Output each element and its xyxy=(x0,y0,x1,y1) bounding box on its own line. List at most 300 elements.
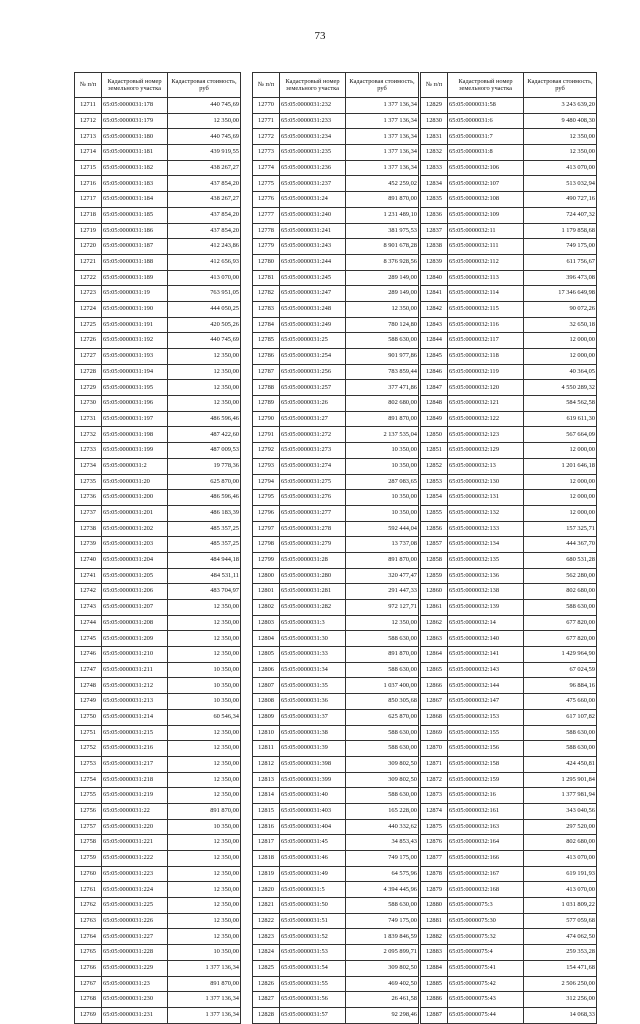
row-number-cell: 12772 xyxy=(253,129,280,145)
row-number-cell: 12748 xyxy=(75,678,102,694)
cadastral-number-cell: 65:05:0000032:159 xyxy=(448,772,524,788)
cadastral-number-cell: 65:05:0000031:33 xyxy=(280,647,346,663)
row-number-cell: 12868 xyxy=(421,709,448,725)
row-number-cell: 12712 xyxy=(75,113,102,129)
row-number-cell: 12713 xyxy=(75,129,102,145)
cadastral-value-cell: 12 350,00 xyxy=(168,380,241,396)
table-row xyxy=(421,772,597,788)
cadastral-value-cell: 12 000,00 xyxy=(524,349,597,365)
table-row xyxy=(75,913,241,929)
row-number-cell: 12842 xyxy=(421,301,448,317)
table-row xyxy=(421,992,597,1008)
row-number-cell: 12882 xyxy=(421,929,448,945)
table-row xyxy=(253,537,419,553)
table-row xyxy=(253,505,419,521)
cadastral-number-cell: 65:05:0000031:211 xyxy=(102,662,168,678)
cadastral-number-cell: 65:05:0000031:7 xyxy=(448,129,524,145)
row-number-cell: 12824 xyxy=(253,945,280,961)
cadastral-value-cell: 567 664,09 xyxy=(524,427,597,443)
cadastral-value-cell: 1 295 901,84 xyxy=(524,772,597,788)
table-row xyxy=(421,521,597,537)
table-row xyxy=(75,662,241,678)
row-number-cell: 12798 xyxy=(253,537,280,553)
table-row xyxy=(253,160,419,176)
cadastral-number-cell: 65:05:0000031:184 xyxy=(102,192,168,208)
cadastral-number-cell: 65:05:0000031:207 xyxy=(102,600,168,616)
row-number-cell: 12722 xyxy=(75,270,102,286)
cadastral-number-cell: 65:05:0000031:190 xyxy=(102,301,168,317)
row-number-cell: 12832 xyxy=(421,145,448,161)
table-row xyxy=(421,694,597,710)
cadastral-value-cell: 584 562,58 xyxy=(524,396,597,412)
cadastral-value-cell: 12 350,00 xyxy=(168,113,241,129)
cadastral-number-cell: 65:05:0000031:200 xyxy=(102,490,168,506)
row-number-cell: 12809 xyxy=(253,709,280,725)
table-row xyxy=(421,788,597,804)
cadastral-number-cell: 65:05:0000031:58 xyxy=(448,98,524,114)
cadastral-value-cell: 2 137 535,04 xyxy=(346,427,419,443)
row-number-cell: 12833 xyxy=(421,160,448,176)
cadastral-number-cell: 65:05:0000031:235 xyxy=(280,145,346,161)
table-row xyxy=(75,568,241,584)
row-number-cell: 12728 xyxy=(75,364,102,380)
cadastral-value-cell: 12 350,00 xyxy=(168,772,241,788)
cadastral-value-cell: 802 680,00 xyxy=(346,396,419,412)
header-cadastral-value: Кадастровая стоимость, руб xyxy=(168,73,241,98)
row-number-cell: 12746 xyxy=(75,647,102,663)
cadastral-number-cell: 65:05:0000031:40 xyxy=(280,788,346,804)
cadastral-number-cell: 65:05:0000031:224 xyxy=(102,882,168,898)
table-row xyxy=(421,474,597,490)
row-number-cell: 12759 xyxy=(75,851,102,867)
table-row xyxy=(253,145,419,161)
table-row xyxy=(75,98,241,114)
cadastral-value-cell: 588 630,00 xyxy=(524,741,597,757)
row-number-cell: 12717 xyxy=(75,192,102,208)
table-row xyxy=(75,803,241,819)
cadastral-number-cell: 65:05:0000032:16 xyxy=(448,788,524,804)
cadastral-value-cell: 1 377 136,34 xyxy=(346,145,419,161)
table-row xyxy=(75,396,241,412)
table-row xyxy=(421,145,597,161)
cadastral-number-cell: 65:05:0000031:245 xyxy=(280,270,346,286)
cadastral-value-cell: 312 256,00 xyxy=(524,992,597,1008)
cadastral-value-cell: 320 477,47 xyxy=(346,568,419,584)
cadastral-number-cell: 65:05:0000032:158 xyxy=(448,756,524,772)
cadastral-value-cell: 891 870,00 xyxy=(168,803,241,819)
row-number-cell: 12884 xyxy=(421,960,448,976)
row-number-cell: 12887 xyxy=(421,1007,448,1023)
table-row xyxy=(253,882,419,898)
cadastral-number-cell: 65:05:0000031:186 xyxy=(102,223,168,239)
cadastral-number-cell: 65:05:0000031:240 xyxy=(280,207,346,223)
row-number-cell: 12760 xyxy=(75,866,102,882)
row-number-cell: 12720 xyxy=(75,239,102,255)
cadastral-value-cell: 12 350,00 xyxy=(346,301,419,317)
table-row xyxy=(421,396,597,412)
table-row xyxy=(421,537,597,553)
row-number-cell: 12862 xyxy=(421,615,448,631)
cadastral-number-cell: 65:05:0000031:398 xyxy=(280,756,346,772)
cadastral-number-cell: 65:05:0000031:214 xyxy=(102,709,168,725)
cadastral-number-cell: 65:05:0000031:19 xyxy=(102,286,168,302)
table-row xyxy=(421,349,597,365)
table-row xyxy=(75,505,241,521)
row-number-cell: 12850 xyxy=(421,427,448,443)
table-row xyxy=(75,349,241,365)
cadastral-value-cell: 438 267,27 xyxy=(168,192,241,208)
cadastral-number-cell: 65:05:0000032:143 xyxy=(448,662,524,678)
table-row xyxy=(421,270,597,286)
cadastral-number-cell: 65:05:0000031:188 xyxy=(102,254,168,270)
table-row xyxy=(75,490,241,506)
row-number-cell: 12721 xyxy=(75,254,102,270)
row-number-cell: 12830 xyxy=(421,113,448,129)
cadastral-number-cell: 65:05:0000075:4 xyxy=(448,945,524,961)
table-row xyxy=(421,458,597,474)
cadastral-number-cell: 65:05:0000031:2 xyxy=(102,458,168,474)
cadastral-value-cell: 8 901 678,28 xyxy=(346,239,419,255)
cadastral-number-cell: 65:05:0000031:52 xyxy=(280,929,346,945)
cadastral-number-cell: 65:05:0000031:248 xyxy=(280,301,346,317)
table-row xyxy=(75,286,241,302)
cadastral-number-cell: 65:05:0000031:197 xyxy=(102,411,168,427)
row-number-cell: 12810 xyxy=(253,725,280,741)
row-number-cell: 12872 xyxy=(421,772,448,788)
row-number-cell: 12859 xyxy=(421,568,448,584)
cadastral-value-cell: 12 000,00 xyxy=(524,333,597,349)
cadastral-number-cell: 65:05:0000032:107 xyxy=(448,176,524,192)
cadastral-value-cell: 440 745,69 xyxy=(168,98,241,114)
row-number-cell: 12801 xyxy=(253,584,280,600)
table-row xyxy=(75,521,241,537)
table-row xyxy=(253,380,419,396)
row-number-cell: 12718 xyxy=(75,207,102,223)
cadastral-value-cell: 14 068,33 xyxy=(524,1007,597,1023)
row-number-cell: 12839 xyxy=(421,254,448,270)
table-row xyxy=(75,537,241,553)
cadastral-number-cell: 65:05:0000031:206 xyxy=(102,584,168,600)
cadastral-number-cell: 65:05:0000031:230 xyxy=(102,992,168,1008)
row-number-cell: 12881 xyxy=(421,913,448,929)
cadastral-number-cell: 65:05:0000031:198 xyxy=(102,427,168,443)
table-row xyxy=(253,866,419,882)
cadastral-value-cell: 891 870,00 xyxy=(346,411,419,427)
table-row xyxy=(75,866,241,882)
cadastral-value-cell: 12 350,00 xyxy=(168,756,241,772)
table-row xyxy=(253,631,419,647)
table-row xyxy=(75,411,241,427)
cadastral-number-cell: 65:05:0000032:167 xyxy=(448,866,524,882)
cadastral-value-cell: 12 000,00 xyxy=(524,490,597,506)
table-row xyxy=(253,490,419,506)
cadastral-value-cell: 469 402,50 xyxy=(346,976,419,992)
cadastral-number-cell: 65:05:0000032:112 xyxy=(448,254,524,270)
cadastral-value-cell: 440 745,69 xyxy=(168,333,241,349)
table-row xyxy=(75,615,241,631)
cadastral-number-cell: 65:05:0000031:281 xyxy=(280,584,346,600)
row-number-cell: 12729 xyxy=(75,380,102,396)
cadastral-value-cell: 12 350,00 xyxy=(168,647,241,663)
row-number-cell: 12829 xyxy=(421,98,448,114)
table-row xyxy=(75,678,241,694)
cadastral-number-cell: 65:05:0000031:50 xyxy=(280,898,346,914)
row-number-cell: 12795 xyxy=(253,490,280,506)
row-number-cell: 12792 xyxy=(253,443,280,459)
cadastral-number-cell: 65:05:0000031:35 xyxy=(280,678,346,694)
cadastral-table-1 xyxy=(74,72,241,1024)
cadastral-number-cell: 65:05:0000031:213 xyxy=(102,694,168,710)
table-row xyxy=(253,349,419,365)
row-number-cell: 12886 xyxy=(421,992,448,1008)
row-number-cell: 12840 xyxy=(421,270,448,286)
row-number-cell: 12714 xyxy=(75,145,102,161)
table-row xyxy=(75,427,241,443)
table-row xyxy=(253,113,419,129)
cadastral-number-cell: 65:05:0000031:212 xyxy=(102,678,168,694)
cadastral-value-cell: 439 919,55 xyxy=(168,145,241,161)
row-number-cell: 12825 xyxy=(253,960,280,976)
table-row xyxy=(253,898,419,914)
row-number-cell: 12752 xyxy=(75,741,102,757)
table-row xyxy=(421,615,597,631)
table-row xyxy=(421,113,597,129)
cadastral-number-cell: 65:05:0000032:156 xyxy=(448,741,524,757)
row-number-cell: 12750 xyxy=(75,709,102,725)
table-row xyxy=(253,176,419,192)
cadastral-value-cell: 34 853,43 xyxy=(346,835,419,851)
cadastral-number-cell: 65:05:0000032:166 xyxy=(448,851,524,867)
row-number-cell: 12878 xyxy=(421,866,448,882)
cadastral-value-cell: 396 473,08 xyxy=(524,270,597,286)
cadastral-number-cell: 65:05:0000032:168 xyxy=(448,882,524,898)
table-row xyxy=(75,145,241,161)
row-number-cell: 12852 xyxy=(421,458,448,474)
row-number-cell: 12775 xyxy=(253,176,280,192)
cadastral-value-cell: 10 350,00 xyxy=(168,694,241,710)
cadastral-number-cell: 65:05:0000031:194 xyxy=(102,364,168,380)
cadastral-table-2 xyxy=(252,72,419,1024)
table-row xyxy=(421,176,597,192)
cadastral-number-cell: 65:05:0000031:38 xyxy=(280,725,346,741)
cadastral-number-cell: 65:05:0000032:122 xyxy=(448,411,524,427)
cadastral-value-cell: 1 231 489,10 xyxy=(346,207,419,223)
row-number-cell: 12742 xyxy=(75,584,102,600)
table-row xyxy=(253,239,419,255)
table-row xyxy=(75,584,241,600)
cadastral-value-cell: 474 062,50 xyxy=(524,929,597,945)
cadastral-value-cell: 413 070,00 xyxy=(168,270,241,286)
table-row xyxy=(75,317,241,333)
row-number-cell: 12820 xyxy=(253,882,280,898)
row-number-cell: 12782 xyxy=(253,286,280,302)
cadastral-value-cell: 749 175,00 xyxy=(346,913,419,929)
cadastral-number-cell: 65:05:0000031:178 xyxy=(102,98,168,114)
cadastral-value-cell: 10 350,00 xyxy=(168,662,241,678)
cadastral-value-cell: 749 175,00 xyxy=(524,239,597,255)
table-row xyxy=(253,552,419,568)
cadastral-value-cell: 486 596,46 xyxy=(168,411,241,427)
table-row xyxy=(421,333,597,349)
cadastral-number-cell: 65:05:0000032:129 xyxy=(448,443,524,459)
cadastral-number-cell: 65:05:0000032:141 xyxy=(448,647,524,663)
cadastral-value-cell: 297 520,00 xyxy=(524,819,597,835)
cadastral-value-cell: 485 357,25 xyxy=(168,537,241,553)
cadastral-number-cell: 65:05:0000031:28 xyxy=(280,552,346,568)
cadastral-number-cell: 65:05:0000032:111 xyxy=(448,239,524,255)
cadastral-number-cell: 65:05:0000031:399 xyxy=(280,772,346,788)
cadastral-number-cell: 65:05:0000031:231 xyxy=(102,1007,168,1023)
cadastral-value-cell: 1 839 846,59 xyxy=(346,929,419,945)
cadastral-value-cell: 1 377 136,34 xyxy=(346,113,419,129)
cadastral-value-cell: 1 377 136,34 xyxy=(168,1007,241,1023)
cadastral-value-cell: 12 350,00 xyxy=(168,913,241,929)
cadastral-number-cell: 65:05:0000031:209 xyxy=(102,631,168,647)
cadastral-value-cell: 1 037 400,00 xyxy=(346,678,419,694)
cadastral-number-cell: 65:05:0000032:133 xyxy=(448,521,524,537)
cadastral-number-cell: 65:05:0000032:116 xyxy=(448,317,524,333)
table-row xyxy=(421,631,597,647)
row-number-cell: 12774 xyxy=(253,160,280,176)
row-number-cell: 12768 xyxy=(75,992,102,1008)
cadastral-value-cell: 625 870,00 xyxy=(346,709,419,725)
row-number-cell: 12749 xyxy=(75,694,102,710)
row-number-cell: 12764 xyxy=(75,929,102,945)
cadastral-value-cell: 588 630,00 xyxy=(346,788,419,804)
table-row xyxy=(421,647,597,663)
row-number-cell: 12855 xyxy=(421,505,448,521)
table-row xyxy=(75,631,241,647)
row-number-cell: 12769 xyxy=(75,1007,102,1023)
cadastral-number-cell: 65:05:0000031:232 xyxy=(280,98,346,114)
cadastral-number-cell: 65:05:0000031:193 xyxy=(102,349,168,365)
table-row xyxy=(253,772,419,788)
row-number-cell: 12778 xyxy=(253,223,280,239)
cadastral-number-cell: 65:05:0000031:185 xyxy=(102,207,168,223)
table-row xyxy=(253,851,419,867)
cadastral-value-cell: 10 350,00 xyxy=(168,945,241,961)
row-number-cell: 12865 xyxy=(421,662,448,678)
table-row xyxy=(421,584,597,600)
row-number-cell: 12849 xyxy=(421,411,448,427)
cadastral-value-cell: 592 444,04 xyxy=(346,521,419,537)
cadastral-number-cell: 65:05:0000031:257 xyxy=(280,380,346,396)
cadastral-number-cell: 65:05:0000032:11 xyxy=(448,223,524,239)
cadastral-number-cell: 65:05:0000032:155 xyxy=(448,725,524,741)
cadastral-value-cell: 562 280,00 xyxy=(524,568,597,584)
cadastral-number-cell: 65:05:0000032:120 xyxy=(448,380,524,396)
row-number-cell: 12870 xyxy=(421,741,448,757)
cadastral-value-cell: 850 305,68 xyxy=(346,694,419,710)
row-number-cell: 12837 xyxy=(421,223,448,239)
table-row xyxy=(253,411,419,427)
cadastral-value-cell: 437 854,20 xyxy=(168,207,241,223)
cadastral-number-cell: 65:05:0000031:243 xyxy=(280,239,346,255)
table-row xyxy=(421,851,597,867)
cadastral-number-cell: 65:05:0000031:254 xyxy=(280,349,346,365)
table-row xyxy=(253,443,419,459)
row-number-cell: 12770 xyxy=(253,98,280,114)
cadastral-value-cell: 3 243 639,20 xyxy=(524,98,597,114)
row-number-cell: 12860 xyxy=(421,584,448,600)
cadastral-value-cell: 4 550 289,32 xyxy=(524,380,597,396)
cadastral-value-cell: 12 000,00 xyxy=(524,474,597,490)
cadastral-number-cell: 65:05:0000031:189 xyxy=(102,270,168,286)
cadastral-value-cell: 10 350,00 xyxy=(168,678,241,694)
cadastral-value-cell: 12 350,00 xyxy=(168,725,241,741)
cadastral-value-cell: 289 149,00 xyxy=(346,270,419,286)
cadastral-number-cell: 65:05:0000031:221 xyxy=(102,835,168,851)
row-number-cell: 12800 xyxy=(253,568,280,584)
cadastral-value-cell: 2 506 250,00 xyxy=(524,976,597,992)
cadastral-value-cell: 12 350,00 xyxy=(168,898,241,914)
row-number-cell: 12739 xyxy=(75,537,102,553)
table-row xyxy=(75,443,241,459)
row-number-cell: 12786 xyxy=(253,349,280,365)
table-row xyxy=(253,333,419,349)
cadastral-value-cell: 437 854,20 xyxy=(168,223,241,239)
row-number-cell: 12715 xyxy=(75,160,102,176)
cadastral-number-cell: 65:05:0000032:140 xyxy=(448,631,524,647)
row-number-cell: 12716 xyxy=(75,176,102,192)
row-number-cell: 12885 xyxy=(421,976,448,992)
row-number-cell: 12780 xyxy=(253,254,280,270)
cadastral-number-cell: 65:05:0000031:196 xyxy=(102,396,168,412)
cadastral-value-cell: 413 070,00 xyxy=(524,160,597,176)
cadastral-number-cell: 65:05:0000031:8 xyxy=(448,145,524,161)
row-number-cell: 12734 xyxy=(75,458,102,474)
cadastral-number-cell: 65:05:0000075:43 xyxy=(448,992,524,1008)
cadastral-number-cell: 65:05:0000031:275 xyxy=(280,474,346,490)
table-row xyxy=(421,741,597,757)
table-row xyxy=(253,270,419,286)
table-row xyxy=(421,380,597,396)
cadastral-value-cell: 32 650,18 xyxy=(524,317,597,333)
cadastral-value-cell: 1 377 136,34 xyxy=(346,160,419,176)
cadastral-number-cell: 65:05:0000075:30 xyxy=(448,913,524,929)
cadastral-value-cell: 486 596,46 xyxy=(168,490,241,506)
cadastral-number-cell: 65:05:0000031:216 xyxy=(102,741,168,757)
row-number-cell: 12761 xyxy=(75,882,102,898)
cadastral-value-cell: 802 680,00 xyxy=(524,584,597,600)
table-row xyxy=(75,600,241,616)
cadastral-number-cell: 65:05:0000031:54 xyxy=(280,960,346,976)
cadastral-number-cell: 65:05:0000031:51 xyxy=(280,913,346,929)
row-number-cell: 12730 xyxy=(75,396,102,412)
cadastral-value-cell: 891 870,00 xyxy=(346,647,419,663)
row-number-cell: 12828 xyxy=(253,1007,280,1023)
table-row xyxy=(253,364,419,380)
row-number-cell: 12866 xyxy=(421,678,448,694)
cadastral-number-cell: 65:05:0000031:37 xyxy=(280,709,346,725)
table-row xyxy=(253,647,419,663)
cadastral-number-cell: 65:05:0000031:55 xyxy=(280,976,346,992)
header-cadastral-number: Кадастровый номер земельного участка xyxy=(448,73,524,98)
row-number-cell: 12823 xyxy=(253,929,280,945)
cadastral-number-cell: 65:05:0000031:217 xyxy=(102,756,168,772)
cadastral-value-cell: 802 680,00 xyxy=(524,835,597,851)
header-number: № п/п xyxy=(75,73,102,98)
cadastral-number-cell: 65:05:0000031:195 xyxy=(102,380,168,396)
row-number-cell: 12758 xyxy=(75,835,102,851)
cadastral-value-cell: 19 778,36 xyxy=(168,458,241,474)
cadastral-value-cell: 588 630,00 xyxy=(524,600,597,616)
cadastral-number-cell: 65:05:0000031:6 xyxy=(448,113,524,129)
cadastral-number-cell: 65:05:0000075:42 xyxy=(448,976,524,992)
row-number-cell: 12871 xyxy=(421,756,448,772)
row-number-cell: 12861 xyxy=(421,600,448,616)
row-number-cell: 12877 xyxy=(421,851,448,867)
